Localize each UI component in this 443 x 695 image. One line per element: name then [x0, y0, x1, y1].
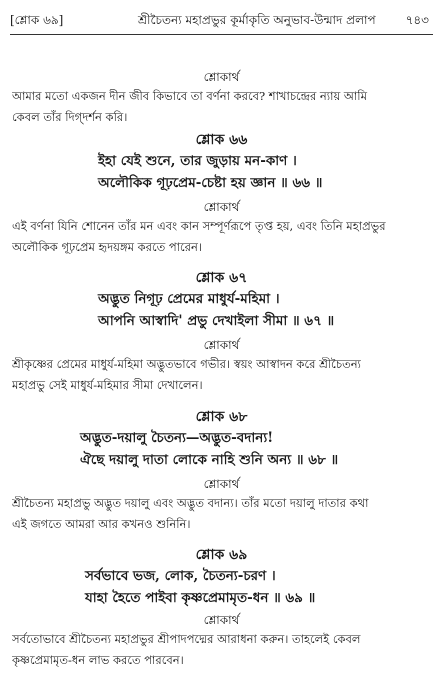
translation-line: মহাপ্রভু সেই মাধুর্য-মহিমার সীমা দেখালেন। — [12, 378, 203, 392]
translation-line: কেবল তাঁর দিগ্‌দর্শন করি। — [12, 110, 128, 124]
shloka-label: শ্লোক ৬৯ — [195, 547, 248, 563]
translation-line: অলৌকিক গূঢ়প্রেম হৃদয়ঙ্গম করতে পারেন। — [12, 240, 202, 254]
section-translation-continuation — [0, 68, 443, 128]
verse-line: আপনি আস্বাদি' প্রভু দেখাইলা সীমা ॥ ৬৭ ॥ — [98, 313, 335, 329]
translation-line: শ্রীকৃষ্ণের প্রেমের মাধুর্য-মহিমা অদ্ভুতভাবে গভীর। স্বয়ং আস্বাদন করে শ্রীচৈতন্য — [12, 357, 361, 371]
header-rule — [10, 34, 433, 35]
section-shloka-68 — [0, 407, 443, 535]
translation-line: এই বর্ণনা যিনি শোনেন তাঁর মন এবং কান সম্পূর্ণরূপে তৃপ্ত হয়, এবং তিনি মহাপ্রভুর — [12, 219, 386, 233]
translation-line: কৃষ্ণপ্রেমামৃত-ধন লাভ করতে পারবেন। — [12, 653, 184, 667]
verse-line: অদ্ভুত-দয়ালু চৈতন্য—অদ্ভুত-বদান্য! — [80, 430, 274, 446]
section-shloka-67 — [0, 268, 443, 396]
translation-line: সর্বতোভাবে শ্রীচৈতন্য মহাপ্রভুর শ্রীপাদপদ্মের আরাধনা করুন। তাহলেই কেবল — [12, 632, 361, 646]
shloka-label: শ্লোক ৬৭ — [195, 270, 248, 286]
section-shloka-66 — [0, 130, 443, 258]
page-number: ৭৪৩ — [405, 13, 429, 27]
header-chapter-title: শ্রীচৈতন্য মহাপ্রভুর কূর্মাকৃতি অনুভাব-উন্মাদ প্রলাপ — [138, 13, 376, 27]
translation-line: শ্রীচৈতন্য মহাপ্রভু অদ্ভুত দয়ালু এবং অদ্ভুত বদান্য। তাঁর মতো দয়ালু দাতার কথা — [12, 496, 369, 510]
section-shloka-69 — [0, 545, 443, 671]
translation-line: আমার মতো একজন দীন জীব কিভাবে তা বর্ণনা করবে? শাখাচন্দ্রের ন্যায় আমি — [12, 89, 367, 103]
shloka-label: শ্লোক ৬৮ — [195, 409, 248, 425]
verse-line: যাহা হৈতে পাইবা কৃষ্ণপ্রেমামৃত-ধন ॥ ৬৯ ॥ — [85, 590, 316, 606]
page-header — [0, 0, 443, 42]
translation-label: শ্লোকার্থ — [203, 70, 240, 84]
verse-line: অলৌকিক গূঢ়প্রেম-চেষ্টা হয় জ্ঞান ॥ ৬৬ ॥ — [98, 175, 323, 191]
verse-line: ঐছে দয়ালু দাতা লোকে নাহি শুনি অন্য ॥ ৬৮ ॥ — [80, 452, 339, 468]
translation-label: শ্লোকার্থ — [203, 613, 240, 627]
translation-line: এই জগতে আমরা আর কখনও শুনিনি। — [12, 517, 191, 531]
shloka-label: শ্লোক ৬৬ — [195, 132, 248, 148]
translation-label: শ্লোকার্থ — [203, 338, 240, 352]
header-verse-range: [শ্লোক ৬৯] — [10, 13, 64, 27]
translation-label: শ্লোকার্থ — [203, 200, 240, 214]
verse-line: ইহা যেই শুনে, তার জুড়ায় মন-কাণ । — [98, 153, 297, 169]
translation-label: শ্লোকার্থ — [203, 477, 240, 491]
verse-line: অদ্ভুত নিগূঢ় প্রেমের মাধুর্য-মহিমা । — [98, 291, 280, 307]
verse-line: সর্বভাবে ভজ, লোক, চৈতন্য-চরণ । — [85, 568, 276, 584]
